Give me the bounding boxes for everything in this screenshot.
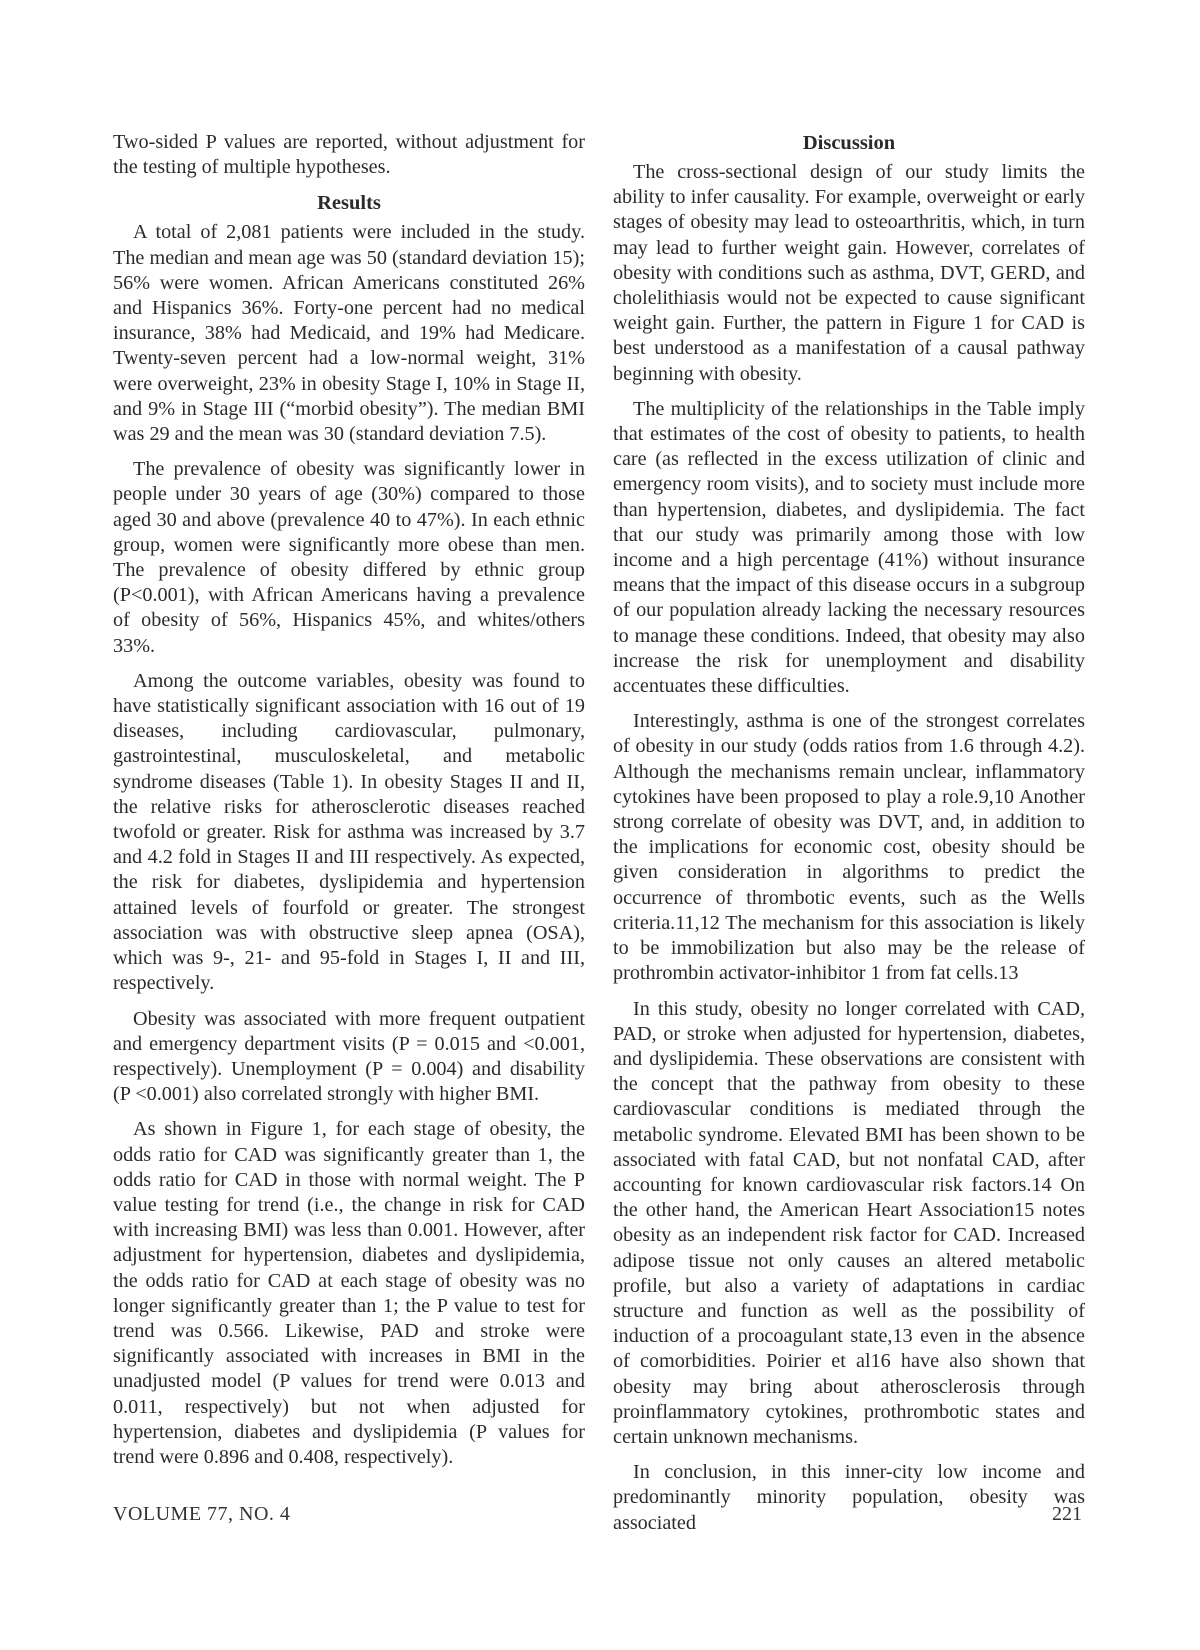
discussion-paragraph-2: The multiplicity of the relationships in the Table imply that estimates of the cost of obesity to patients, to health care (as reflected in the excess utilization of clinic and emergency room visits), and to society must include more than hypertension, diabetes, and dyslipidemia. The fact that our study was primarily among those with low income and a high percentage (41%) without insurance means that the impact of this disease occurs in a subgroup of our population already lacking the necessary resources to manage these conditions. Indeed, that obesity may also increase the risk for unemployment and disability accentuates these difficulties.	[613, 397, 1085, 698]
results-heading: Results	[317, 192, 381, 215]
discussion-paragraph-5: In conclusion, in this inner-city low income and predominantly minority population, obesity was associated	[613, 1461, 1085, 1534]
discussion-paragraph-4: In this study, obesity no longer correlated with CAD, PAD, or stroke when adjusted for hypertension, diabetes, and dyslipidemia. These observations are consistent with the concept that the pathway from obesity to these cardiovascular conditions is mediated through the metabolic syndrome. Elevated BMI has been shown to be associated with fatal CAD, but not nonfatal CAD, after accounting for known cardiovascular risk factors.14 On the other hand, the American Heart Association15 notes obesity as an independent risk factor for CAD. Increased adipose tissue not only causes an altered metabolic profile, but also a variety of adaptations in cardiac structure and function as well as the possibility of induction of a procoagulant state,13 even in the absence of comorbidities. Poirier et al16 have also shown that obesity may bring about atherosclerosis through proinflammatory cytokines, prothrombotic states and certain unknown mechanisms.	[613, 997, 1085, 1448]
results-paragraph-5: As shown in Figure 1, for each stage of obesity, the odds ratio for CAD was significantly greater than 1, the odds ratio for CAD in those with normal weight. The P value testing for trend (i.e., the change in risk for CAD with increasing BMI) was less than 0.001. However, after adjustment for hypertension, diabetes and dyslipidemia, the odds ratio for CAD at each stage of obesity was no longer significantly greater than 1; the P value to test for trend was 0.566. Likewise, PAD and stroke were significantly associated with increases in BMI in the unadjusted model (P values for trend were 0.013 and 0.011, respectively) but not when adjusted for hypertension, diabetes and dyslipidemia (P values for trend were 0.896 and 0.408, respectively).	[113, 1118, 585, 1468]
intro-paragraph: Two-sided P values are reported, without adjustment for the testing of multiple hypotheses.	[113, 131, 585, 179]
discussion-heading: Discussion	[802, 132, 896, 154]
discussion-paragraph-3: Interestingly, asthma is one of the strongest correlates of obesity in our study (odds ratios from 1.6 through 4.2). Although the mechanisms remain unclear, inflammatory cytokines have been proposed to play a role.9,10 Another strong correlate of obesity was DVT, and, in addition to the implications for economic cost, obesity should be given consideration in algorithms to predict the occurrence of thrombotic events, such as the Wells criteria.11,12 The mechanism for this association is likely to be immobilization but also may be the release of prothrombin activator-inhibitor 1 from fat cells.13	[613, 710, 1085, 985]
results-paragraph-1: A total of 2,081 patients were included in the study. The median and mean age was 50 (standard deviation 15); 56% were women. African Americans constituted 26% and Hispanics 36%. Forty-one percent had no medical insurance, 38% had Medicaid, and 19% had Medicare. Twenty-seven percent had a low-normal weight, 31% were overweight, 23% in obesity Stage I, 10% in Stage II, and 9% in Stage III (“morbid obesity”). The median BMI was 29 and the mean was 30 (standard deviation 7.5).	[113, 221, 585, 446]
left-column	[113, 130, 585, 1480]
results-paragraph-4: Obesity was associated with more frequent outpatient and emergency department visits (P = 0.015 and <0.001, respectively). Unemployment (P = 0.004) and disability (P <0.001) also correlated strongly with higher BMI.	[113, 1007, 585, 1106]
footer-volume: VOLUME 77, NO. 4	[113, 1503, 291, 1525]
results-paragraph-2: The prevalence of obesity was significantly lower in people under 30 years of age (30%) compared to those aged 30 and above (prevalence 40 to 47%). In each ethnic group, women were significantly more obese than men. The prevalence of obesity differed by ethnic group (P<0.001), with African Americans having a prevalence of obesity of 56%, Hispanics 45%, and whites/others 33%.	[113, 458, 585, 657]
right-column	[613, 130, 1085, 1546]
footer-page-number: 221	[1052, 1503, 1082, 1525]
discussion-paragraph-1: The cross-sectional design of our study limits the ability to infer causality. For example, overweight or early stages of obesity may lead to osteoarthritis, which, in turn may lead to further weight gain. However, correlates of obesity with conditions such as asthma, DVT, GERD, and cholelithiasis would not be expected to cause significant weight gain. Further, the pattern in Figure 1 for CAD is best understood as a manifestation of a causal pathway beginning with obesity.	[613, 161, 1085, 385]
results-paragraph-3: Among the outcome variables, obesity was found to have statistically significant association with 16 out of 19 diseases, including cardiovascular, pulmonary, gastrointestinal, musculoskeletal, and metabolic syndrome diseases (Table 1). In obesity Stages II and II, the relative risks for atherosclerotic diseases reached twofold or greater. Risk for asthma was increased by 3.7 and 4.2 fold in Stages II and III respectively. As expected, the risk for diabetes, dyslipidemia and hypertension attained levels of fourfold or greater. The strongest association was with obstructive sleep apnea (OSA), which was 9-, 21- and 95-fold in Stages I, II and III, respectively.	[113, 669, 585, 995]
